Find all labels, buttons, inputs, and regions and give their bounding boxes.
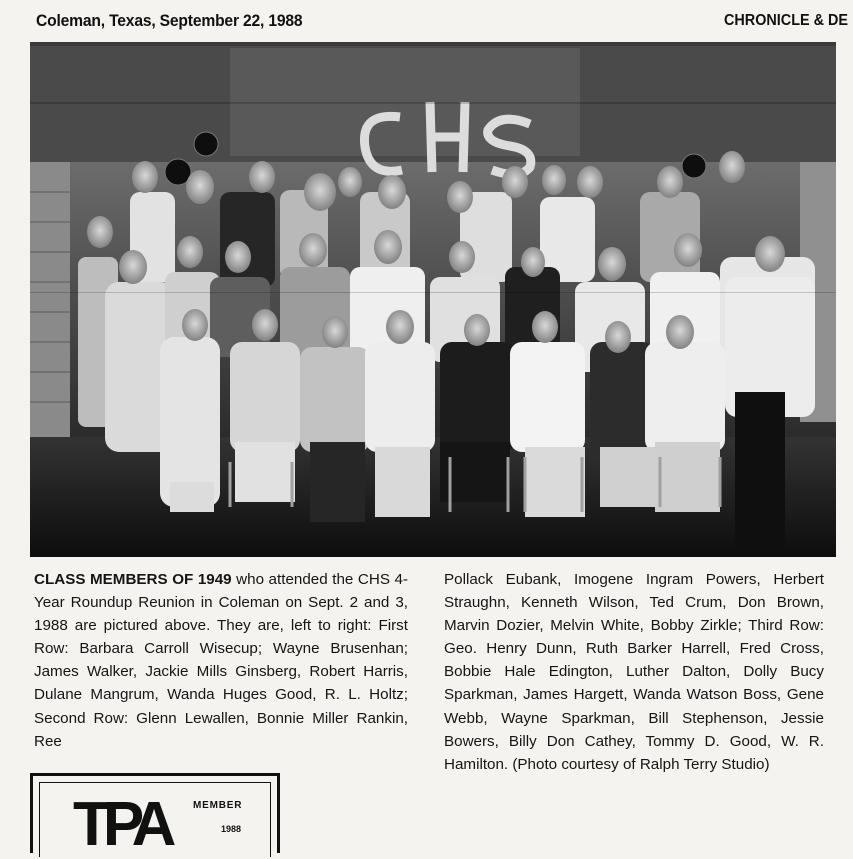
photo-caption-left-column — [34, 568, 408, 753]
caption-left-text: who attended the CHS 4-Year Roundup Reunion in Coleman on Sept. 2 and 3, 1988 are pictured above. They are, left to right: First Row: Barbara Carroll Wisecup; Wayne Brusenhan; James Walker, Jackie Mills Ginsberg, Robert Harris, Dulane Mangrum, Wanda Huges Good, R. L. Holtz; Second Row: Glenn Lewallen, Bonnie Miller Rankin, Ree — [34, 571, 408, 750]
class-reunion-photo — [30, 42, 836, 557]
page-header — [0, 0, 853, 40]
tpa-logo: TPA — [73, 790, 169, 859]
member-year: 1988 — [221, 824, 242, 834]
member-label: MEMBER — [193, 800, 243, 811]
dateline: Coleman, Texas, September 22, 1988 — [36, 11, 303, 30]
newspaper-masthead: CHRONICLE & DE — [724, 12, 849, 29]
caption-lead: CLASS MEMBERS OF 1949 — [34, 571, 232, 588]
photo-illustration — [30, 42, 836, 557]
tpa-member-ad — [30, 773, 280, 859]
photo-caption-right-column: Pollack Eubank, Imogene Ingram Powers, Herbert Straughn, Kenneth Wilson, Ted Crum, Don Brown, Marvin Dozier, Melvin White, Bobby Zirkle; Third Row: Geo. Henry Dunn, Ruth Barker Harrell, Fred Cross, Bobbie Hale Edington, Luther Dalton, Dolly Bucy Sparkman, James Hargett, Wanda Watson Boss, Gene Webb, Wayne Sparkman, Bill Stephenson, Jessie Bowers, Billy Don Cathey, Tommy D. Good, W. R. Hamilton. (Photo courtesy of Ralph Terry Studio) — [444, 571, 824, 773]
